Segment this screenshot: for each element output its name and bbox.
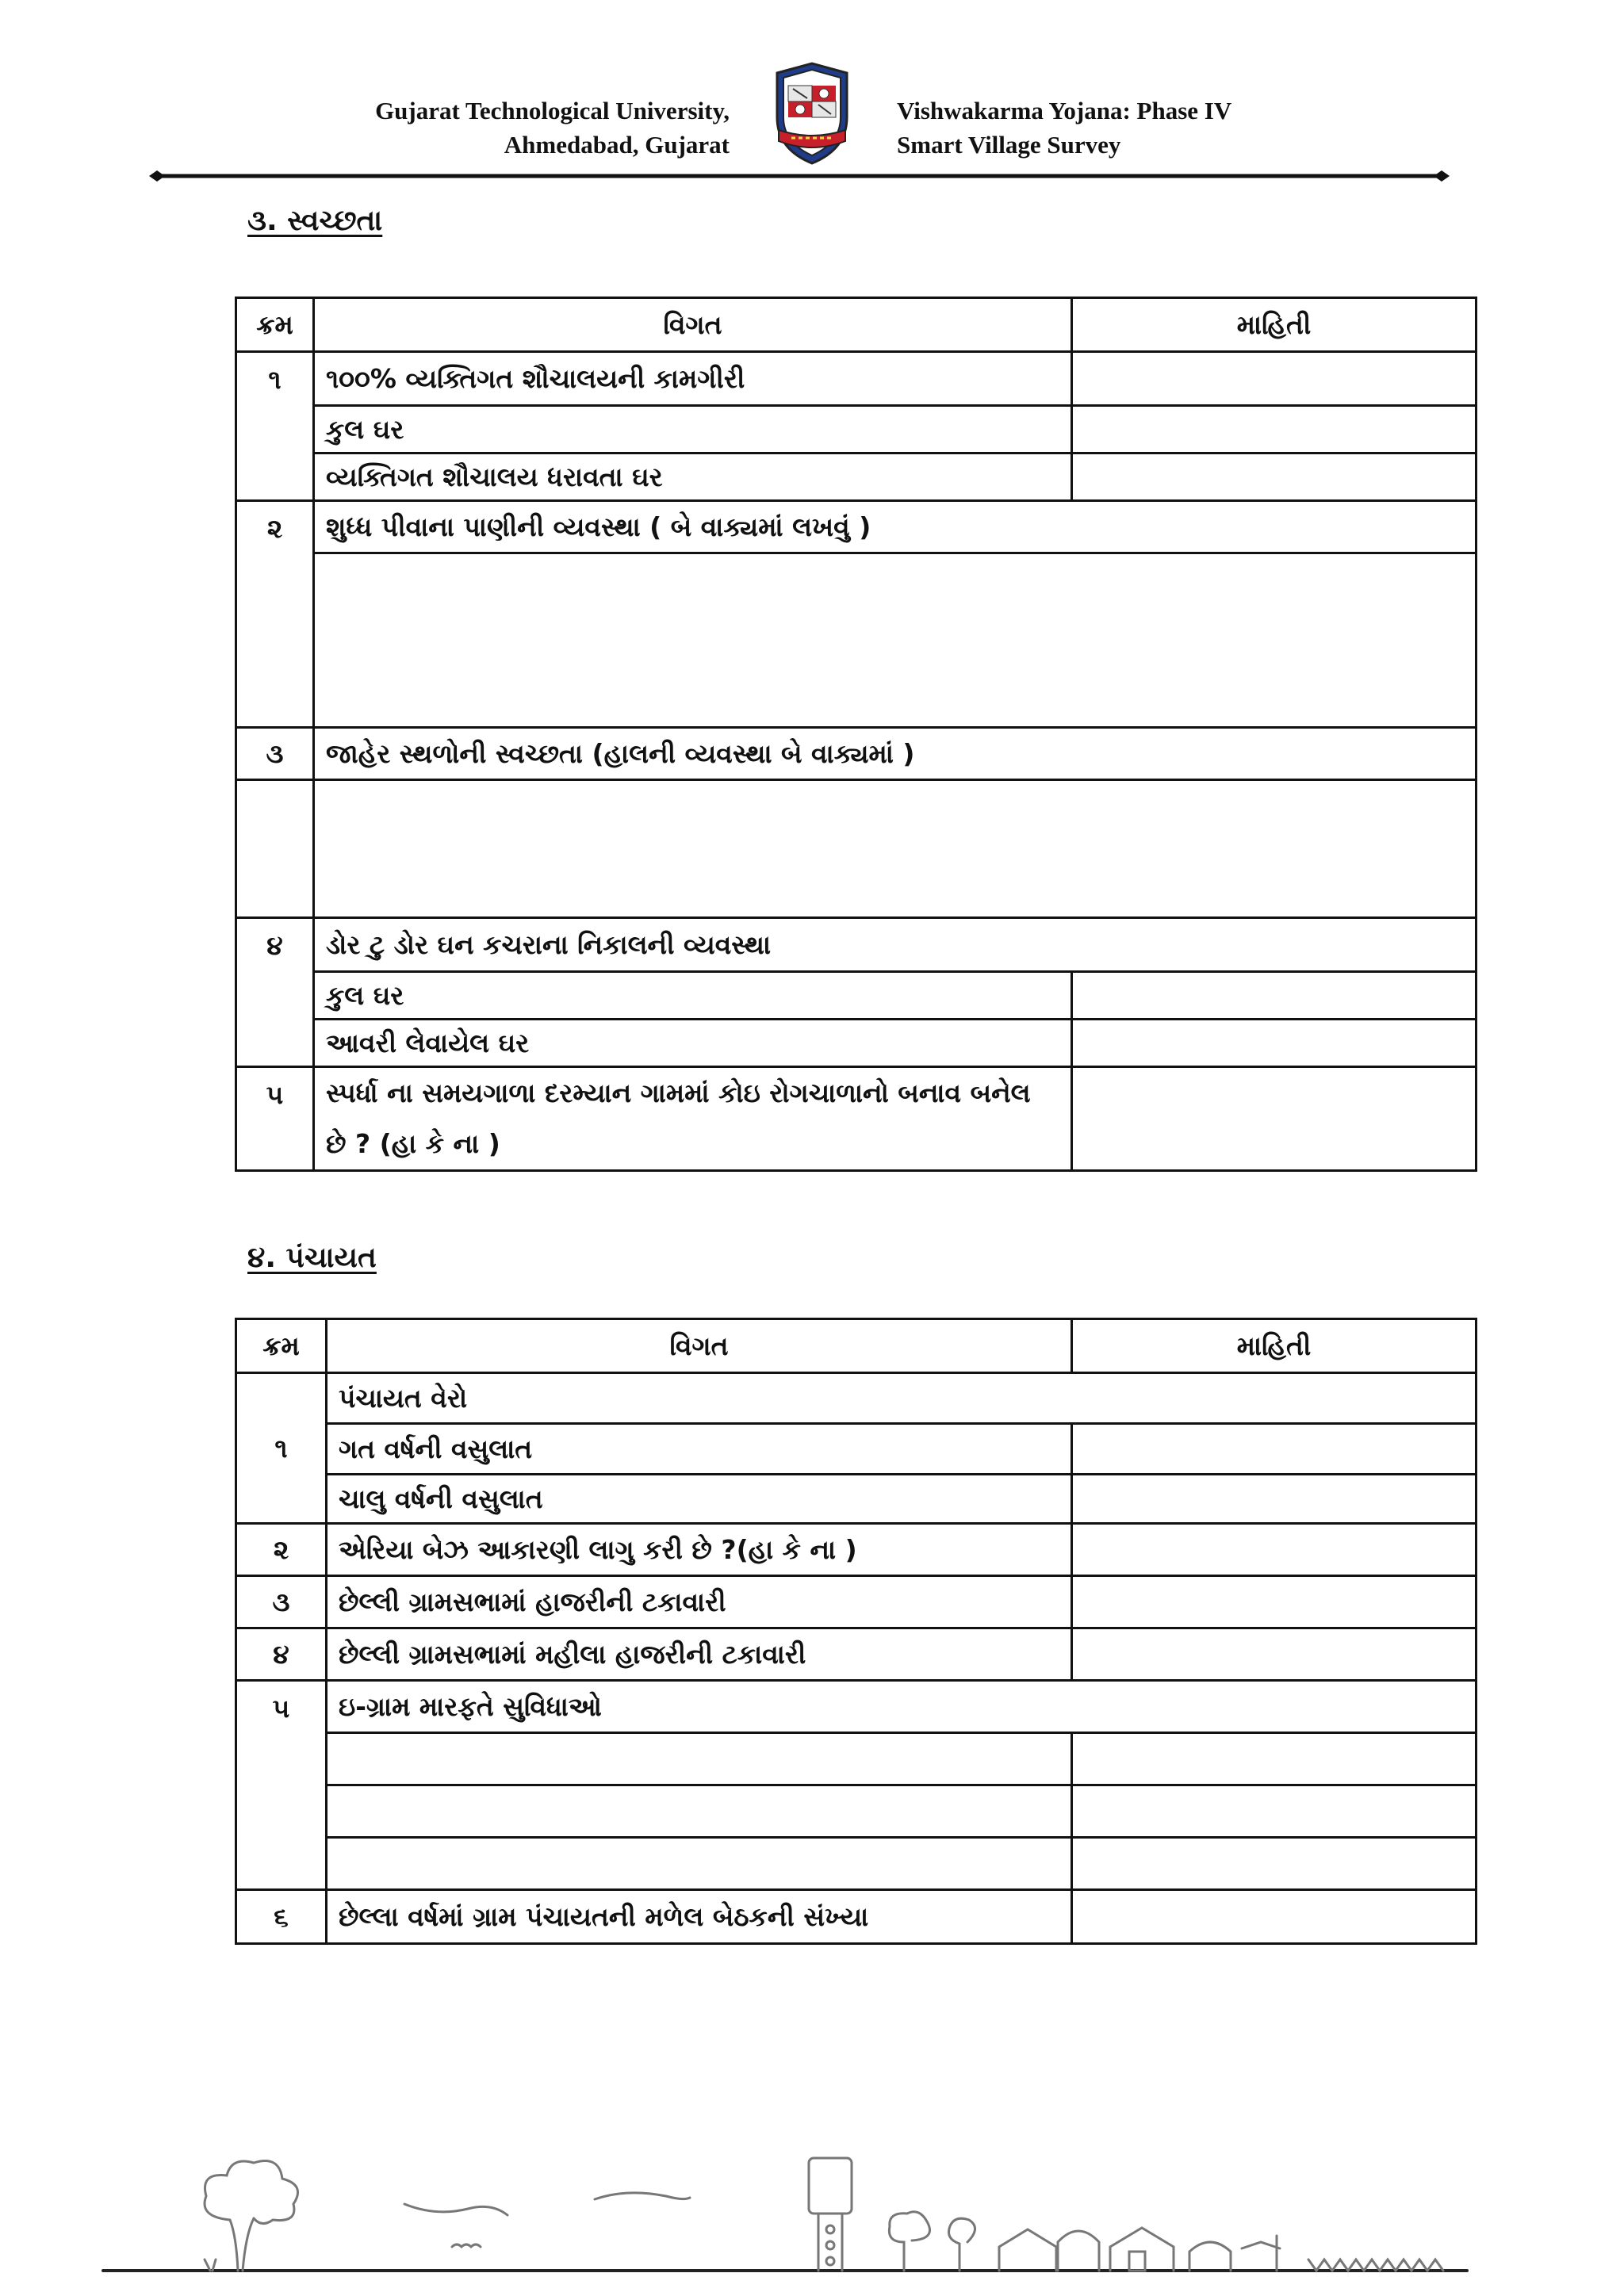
col-header-detail: વિગત — [314, 298, 1072, 352]
row-detail: ૧૦૦% વ્યક્તિગત શૌચાલયની કામગીરી — [314, 352, 1072, 406]
gtu-shield-logo-icon — [771, 62, 853, 165]
row-detail: જાહેર સ્થળોની સ્વચ્છતા (હાલની વ્યવસ્થા બે વાક્યમાં ) — [314, 728, 1477, 780]
table-row — [236, 501, 1477, 553]
info-cell[interactable] — [1072, 406, 1477, 453]
table-row — [236, 1020, 1477, 1067]
table-row — [236, 728, 1477, 780]
row-detail: એરિયા બેઝ આકારણી લાગુ કરી છે ?(હા કે ના ) — [327, 1524, 1072, 1576]
info-cell[interactable] — [1072, 1475, 1477, 1524]
info-cell[interactable] — [1072, 352, 1477, 406]
col-header-detail: વિગત — [327, 1319, 1072, 1373]
blank-detail-cell[interactable] — [327, 1838, 1072, 1890]
row-detail: છેલ્લી ગ્રામસભામાં મહીલા હાજરીની ટકાવારી — [327, 1628, 1072, 1681]
table-header-row — [236, 298, 1477, 352]
page-header — [0, 0, 1624, 182]
info-cell[interactable] — [1072, 1524, 1477, 1576]
university-line-2: Ahmedabad, Gujarat — [504, 131, 730, 159]
info-cell[interactable] — [1072, 972, 1477, 1020]
row-detail: છેલ્લા વર્ષમાં ગ્રામ પંચાયતની મળેલ બેઠકની સંખ્યા — [327, 1890, 1072, 1944]
table-row — [236, 1475, 1477, 1524]
table-row — [236, 1628, 1477, 1681]
info-cell[interactable] — [1072, 1020, 1477, 1067]
table-row — [236, 918, 1477, 972]
row-detail: ડોર ટુ ડોર ઘન કચરાના નિકાલની વ્યવસ્થા — [314, 918, 1477, 972]
project-line-1: Vishwakarma Yojana: Phase IV — [897, 97, 1232, 124]
info-cell[interactable] — [1072, 1838, 1477, 1890]
table-row — [236, 1524, 1477, 1576]
info-cell[interactable] — [1072, 1733, 1477, 1785]
table-row — [236, 1681, 1477, 1733]
col-header-info: માહિતી — [1072, 298, 1477, 352]
table-row — [236, 352, 1477, 406]
header-divider — [149, 168, 1450, 184]
empty-number-cell — [236, 780, 314, 918]
answer-area[interactable] — [314, 780, 1477, 918]
row-number: ૬ — [236, 1890, 327, 1944]
row-detail: કુલ ઘર — [314, 406, 1072, 453]
row-number: ૧ — [236, 352, 314, 501]
row-detail: ઇ-ગ્રામ મારફતે સુવિધાઓ — [327, 1681, 1477, 1733]
row-detail: સ્પર્ધા ના સમયગાળા દરમ્યાન ગામમાં કોઇ રોગચાળાનો બનાવ બનેલ છે ? (હા કે ના ) — [314, 1067, 1072, 1171]
row-number: ૨ — [236, 501, 314, 728]
table-row — [236, 1890, 1477, 1944]
blank-detail-cell[interactable] — [327, 1733, 1072, 1785]
section-3-title: ૩. સ્વચ્છતા — [247, 205, 383, 237]
info-cell[interactable] — [1072, 1628, 1477, 1681]
row-number: ૩ — [236, 1576, 327, 1628]
university-name — [375, 94, 730, 162]
panchayat-table — [235, 1318, 1477, 1945]
row-detail: શુધ્ધ પીવાના પાણીની વ્યવસ્થા ( બે વાક્યમાં લખવું ) — [314, 501, 1477, 553]
project-line-2: Smart Village Survey — [897, 131, 1121, 159]
table-row — [236, 972, 1477, 1020]
info-cell[interactable] — [1072, 1785, 1477, 1838]
answer-area[interactable] — [314, 553, 1477, 728]
blank-entry-row — [236, 1733, 1477, 1785]
info-cell[interactable] — [1072, 453, 1477, 501]
university-line-1: Gujarat Technological University, — [375, 97, 730, 124]
col-header-sr: ક્રમ — [236, 298, 314, 352]
info-cell[interactable] — [1072, 1424, 1477, 1475]
row-detail: ગત વર્ષની વસુલાત — [327, 1424, 1072, 1475]
row-number: ૫ — [236, 1681, 327, 1890]
section-4-title: ૪. પંચાયત — [247, 1242, 377, 1274]
info-cell[interactable] — [1072, 1576, 1477, 1628]
row-detail: પંચાયત વેરો — [327, 1373, 1477, 1424]
project-name — [897, 94, 1231, 162]
table-header-row — [236, 1319, 1477, 1373]
col-header-info: માહિતી — [1072, 1319, 1477, 1373]
village-landscape-illustration-icon — [95, 2141, 1475, 2296]
row-number: ૪ — [236, 918, 314, 1067]
table-row — [236, 1576, 1477, 1628]
blank-entry-row — [236, 1838, 1477, 1890]
row-number: ૧ — [236, 1373, 327, 1524]
table-row — [236, 1373, 1477, 1424]
col-header-sr: ક્રમ — [236, 1319, 327, 1373]
row-number: ૪ — [236, 1628, 327, 1681]
blank-entry-row — [236, 1785, 1477, 1838]
row-detail: છેલ્લી ગ્રામસભામાં હાજરીની ટકાવારી — [327, 1576, 1072, 1628]
info-cell[interactable] — [1072, 1890, 1477, 1944]
answer-area-row — [236, 780, 1477, 918]
sanitation-table — [235, 297, 1477, 1172]
row-detail: આવરી લેવાયેલ ઘર — [314, 1020, 1072, 1067]
blank-detail-cell[interactable] — [327, 1785, 1072, 1838]
row-number: ૫ — [236, 1067, 314, 1171]
row-number: ૨ — [236, 1524, 327, 1576]
row-detail: કુલ ઘર — [314, 972, 1072, 1020]
table-row — [236, 406, 1477, 453]
row-detail: ચાલુ વર્ષની વસુલાત — [327, 1475, 1072, 1524]
info-cell[interactable] — [1072, 1067, 1477, 1171]
table-row — [236, 1067, 1477, 1171]
row-number: ૩ — [236, 728, 314, 780]
row-detail: વ્યક્તિગત શૌચાલય ધરાવતા ઘર — [314, 453, 1072, 501]
table-row — [236, 1424, 1477, 1475]
table-row — [236, 453, 1477, 501]
answer-area-row — [236, 553, 1477, 728]
